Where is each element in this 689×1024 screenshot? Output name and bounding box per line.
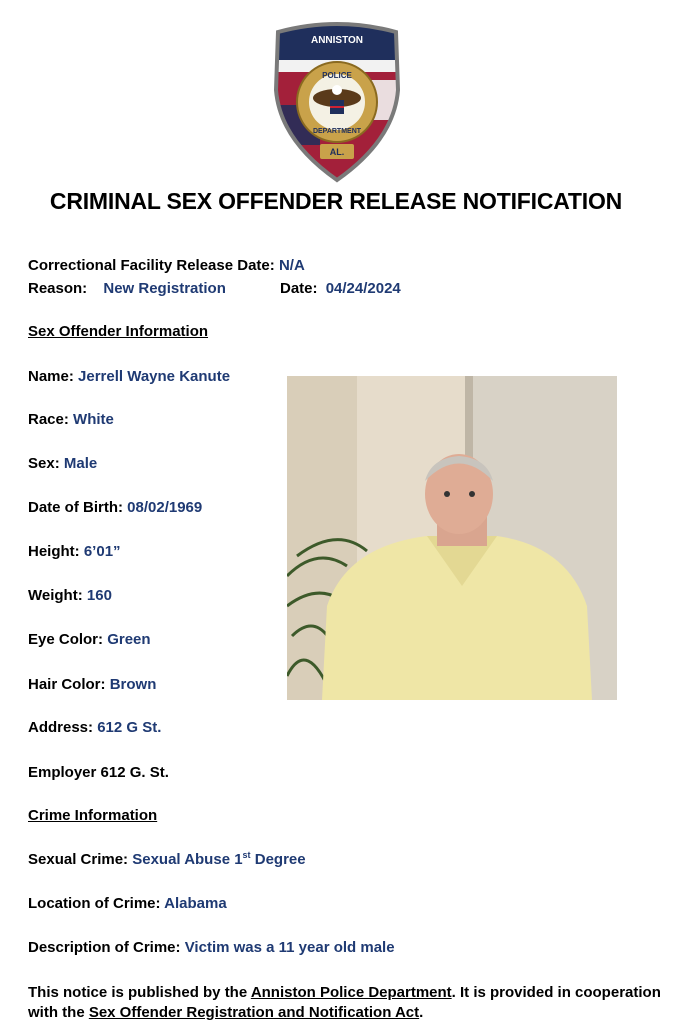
height-label: Height: bbox=[28, 543, 80, 560]
date-line bbox=[280, 280, 401, 297]
release-date-label: Correctional Facility Release Date: bbox=[28, 257, 275, 274]
offender-photo bbox=[287, 376, 617, 700]
footer-text: . bbox=[419, 1004, 424, 1021]
footer-text: . It is provided in cooperation with the bbox=[28, 984, 661, 1021]
release-date-value: N/A bbox=[278, 257, 305, 274]
reason-line bbox=[28, 280, 226, 297]
anniston-pd-link[interactable]: Anniston Police Department bbox=[250, 984, 452, 1001]
sex-value: Male bbox=[63, 455, 98, 472]
employer-line: Employer 612 G. St. bbox=[28, 764, 169, 781]
sexual-crime-line bbox=[28, 851, 306, 868]
eye-color-value: Green bbox=[107, 631, 151, 648]
name-value: Jerrell Wayne Kanute bbox=[78, 368, 231, 385]
race-value: White bbox=[73, 411, 114, 428]
badge-bottom-text: DEPARTMENT bbox=[312, 128, 362, 135]
footer-notice bbox=[28, 983, 668, 1023]
release-date-line bbox=[28, 257, 305, 274]
eye-color-label: Eye Color: bbox=[28, 631, 104, 648]
weight-label: Weight: bbox=[28, 587, 83, 604]
weight-line bbox=[28, 587, 112, 604]
crime-location-label: Location of Crime: bbox=[28, 895, 161, 912]
race-label: Race: bbox=[28, 411, 69, 428]
dob-line bbox=[28, 499, 202, 516]
weight-value: 160 bbox=[86, 587, 112, 604]
badge-state-text: AL. bbox=[329, 147, 345, 157]
footer-text: This notice is published by the bbox=[28, 984, 251, 1001]
crime-location-line bbox=[28, 895, 227, 912]
badge-top-text: ANNISTON bbox=[310, 35, 364, 46]
hair-color-label: Hair Color: bbox=[28, 676, 106, 693]
date-value: 04/24/2024 bbox=[325, 280, 401, 297]
name-label: Name: bbox=[28, 368, 74, 385]
badge-mid-text: POLICE bbox=[322, 71, 352, 80]
hair-color-line bbox=[28, 676, 156, 693]
hair-color-value: Brown bbox=[109, 676, 157, 693]
crime-info-heading: Crime Information bbox=[28, 807, 158, 824]
sex-line bbox=[28, 455, 97, 472]
sexual-crime-label: Sexual Crime: bbox=[28, 851, 129, 868]
offender-info-heading: Sex Offender Information bbox=[28, 323, 209, 340]
sexual-crime-value: Sexual Abuse 1st Degree bbox=[132, 850, 306, 868]
crime-description-label: Description of Crime: bbox=[28, 939, 181, 956]
address-line bbox=[28, 719, 161, 736]
crime-description-line bbox=[28, 939, 395, 956]
name-line bbox=[28, 368, 230, 385]
dob-label: Date of Birth: bbox=[28, 499, 123, 516]
sorna-link[interactable]: Sex Offender Registration and Notification Act bbox=[88, 1004, 420, 1021]
date-label: Date: bbox=[280, 280, 318, 297]
sex-label: Sex: bbox=[28, 455, 60, 472]
address-value: 612 G St. bbox=[97, 719, 162, 736]
race-line bbox=[28, 411, 114, 428]
address-label: Address: bbox=[28, 719, 94, 736]
reason-label: Reason: bbox=[28, 280, 88, 297]
dob-value: 08/02/1969 bbox=[127, 499, 203, 516]
eye-color-line bbox=[28, 631, 151, 648]
police-badge-logo bbox=[270, 20, 404, 183]
crime-location-value: Alabama bbox=[164, 895, 227, 912]
height-value: 6’01” bbox=[83, 543, 121, 560]
reason-value: New Registration bbox=[103, 280, 226, 297]
crime-description-value: Victim was a 11 year old male bbox=[184, 939, 395, 956]
height-line bbox=[28, 543, 121, 560]
page-title: CRIMINAL SEX OFFENDER RELEASE NOTIFICATION bbox=[49, 188, 623, 214]
